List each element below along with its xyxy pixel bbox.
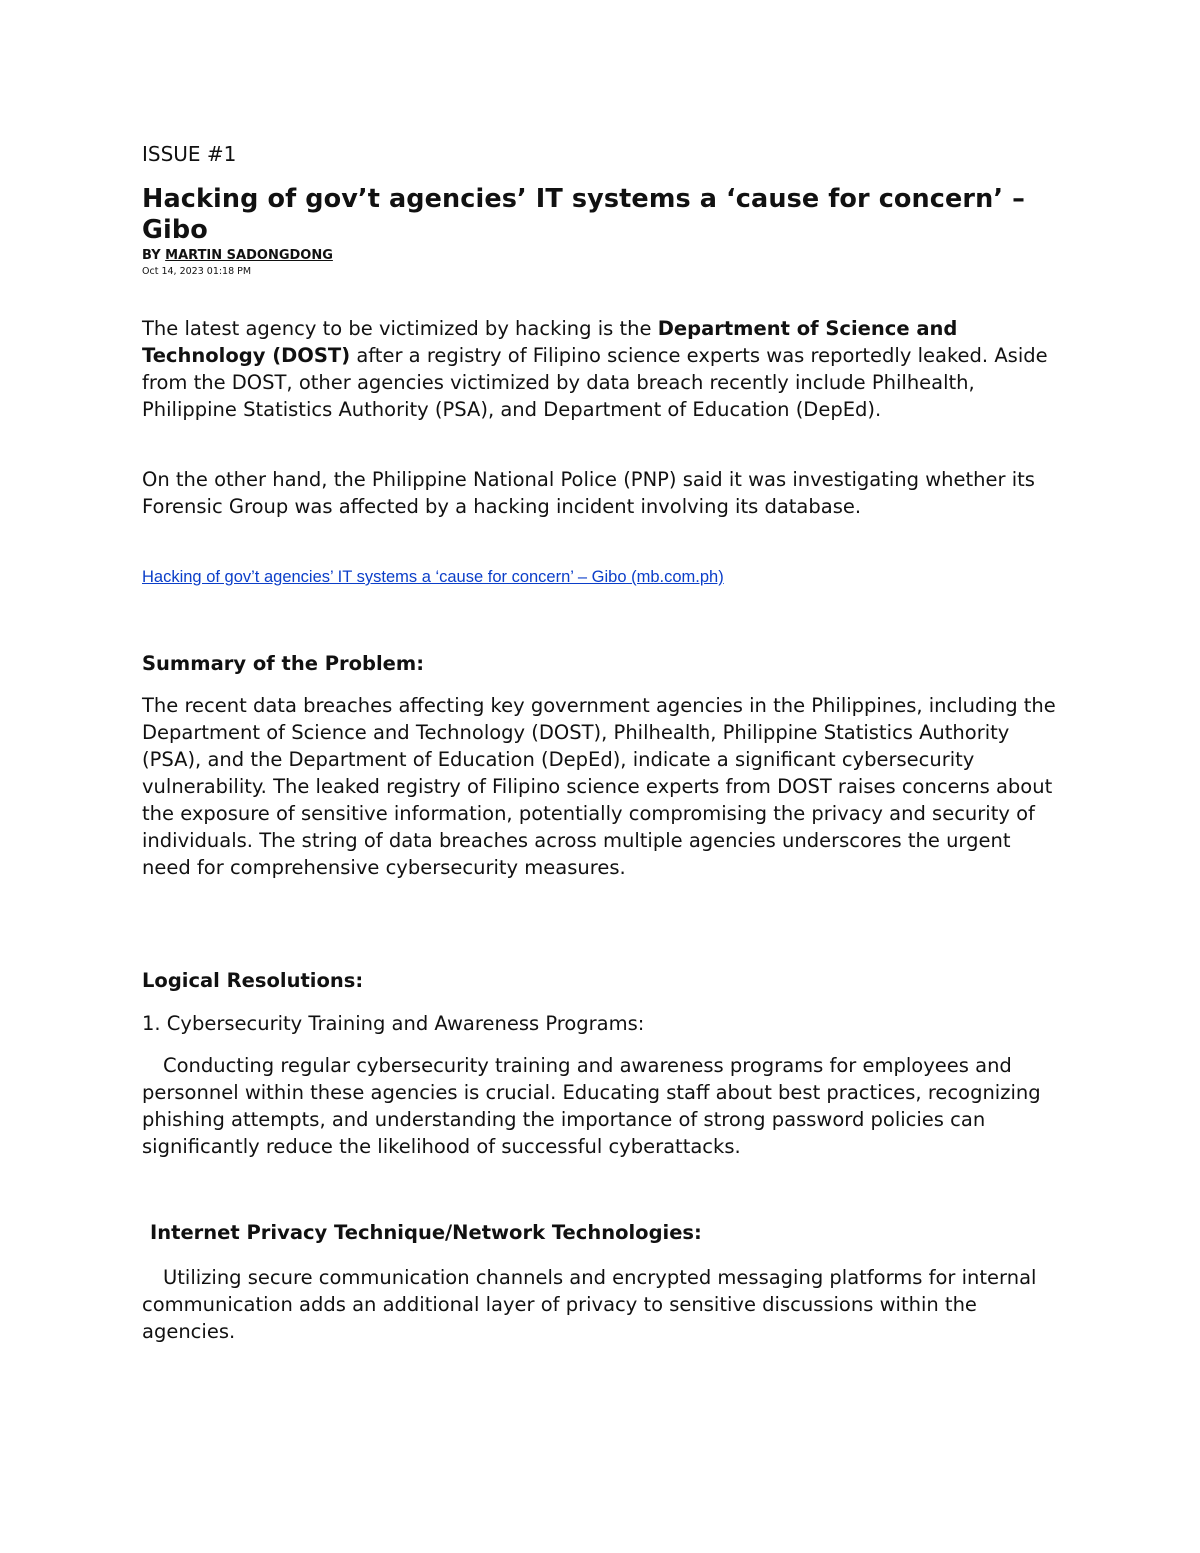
byline-prefix: BY: [142, 248, 166, 263]
resolution-list-item: 1. Cybersecurity Training and Awareness Programs:: [142, 1012, 645, 1035]
resolutions-heading: Logical Resolutions:: [142, 969, 364, 992]
paragraph-intro-start: The latest agency to be victimized by hacking is the: [142, 317, 658, 340]
issue-label: ISSUE #1: [142, 142, 237, 166]
summary-heading: Summary of the Problem:: [142, 652, 425, 675]
byline: [142, 248, 333, 264]
article-headline: Hacking of gov’t agencies’ IT systems a ‘cause for concern’ – Gibo: [142, 184, 1025, 245]
source-link[interactable]: Hacking of gov’t agencies’ IT systems a ‘cause for concern’ – Gibo (mb.com.ph): [142, 568, 724, 586]
paragraph-intro-bold: Department of Science and Technology (DOST): [142, 317, 958, 367]
paragraph-intro-rest: after a registry of Filipino science experts was reportedly leaked. Aside from the DOST, other agencies victimized by data breach recently include Philhealth, Philippine Statistics Authority (PSA), and Department of Education (DepEd).: [142, 344, 1048, 421]
paragraph-pnp: On the other hand, the Philippine National Police (PNP) said it was investigating whether its Forensic Group was affected by a hacking incident involving its database.: [142, 468, 1035, 518]
article-date: Oct 14, 2023 01:18 PM: [142, 266, 252, 277]
summary-paragraph: The recent data breaches affecting key government agencies in the Philippines, including the Department of Science and Technology (DOST), Philhealth, Philippine Statistics Authority (PSA), and the Department of Education (DepEd), indicate a significant cybersecurity vulnerability. The leaked registry of Filipino science experts from DOST raises concerns about the exposure of sensitive information, potentially compromising the privacy and security of individuals. The string of data breaches across multiple agencies underscores the urgent need for comprehensive cybersecurity measures.: [142, 694, 1056, 879]
resolution-paragraph: Conducting regular cybersecurity training and awareness programs for employees and personnel within these agencies is crucial. Educating staff about best practices, recognizing phishing attempts, and understanding the importance of strong password policies can significantly reduce the likelihood of successful cyberattacks.: [142, 1054, 1041, 1158]
author-name[interactable]: MARTIN SADONGDONG: [165, 248, 333, 263]
internet-privacy-paragraph: Utilizing secure communication channels and encrypted messaging platforms for internal communication adds an additional layer of privacy to sensitive discussions within the agencies.: [142, 1266, 1037, 1343]
paragraph-intro: [142, 315, 1057, 423]
internet-privacy-heading: Internet Privacy Technique/Network Technologies:: [150, 1221, 702, 1244]
